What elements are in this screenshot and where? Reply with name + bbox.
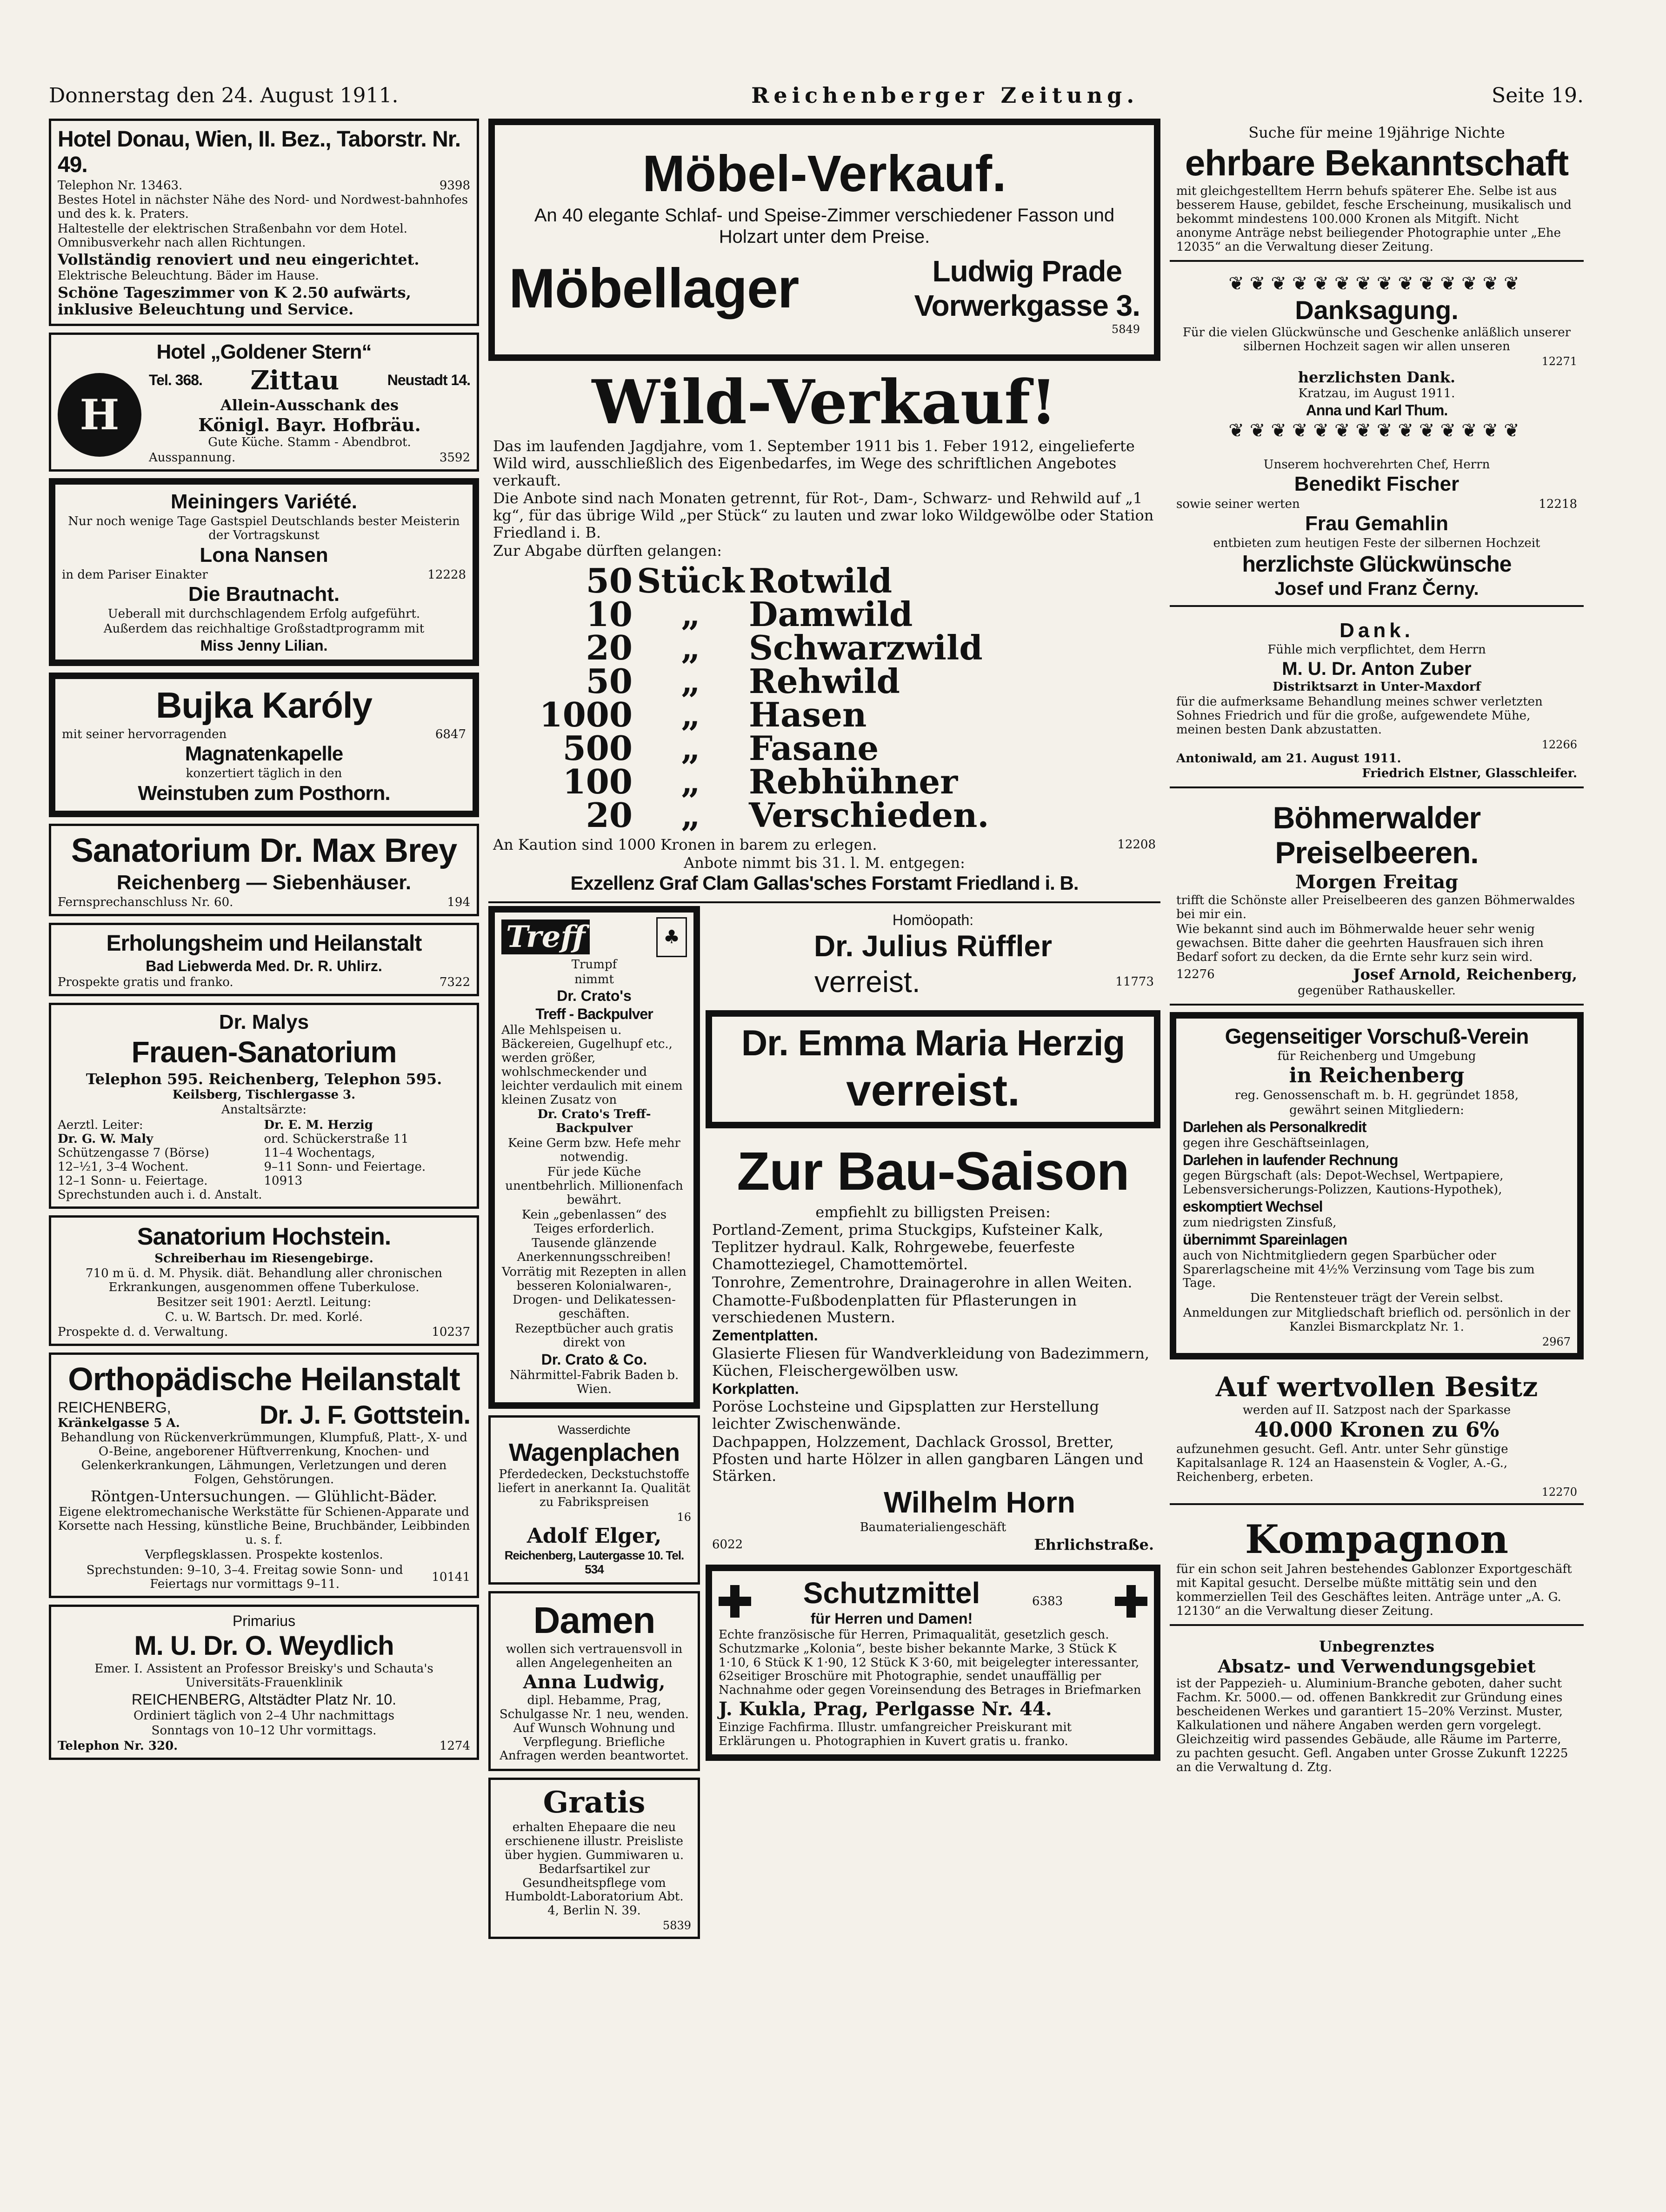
- game-count: 20: [586, 627, 633, 667]
- ad-text: Dr. Crato's Treff-Backpulver: [537, 1107, 651, 1136]
- ad-signature: Exzellenz Graf Clam Gallas'sches Forstamt Friedland i. B.: [570, 872, 1079, 894]
- ad-title: Absatz- und Verwendungsgebiet: [1218, 1655, 1536, 1677]
- ad-title: Auf wertvollen Besitz: [1215, 1371, 1538, 1403]
- ad-title: Gegenseitiger Vorschuß-Verein: [1225, 1024, 1529, 1048]
- ad-title: Schutzmittel: [803, 1576, 980, 1610]
- newspaper-page: [49, 74, 1584, 2186]
- ad-number: 12218: [1539, 497, 1577, 512]
- game-unit: Stück: [637, 560, 745, 600]
- column-right: [1170, 119, 1584, 1787]
- ad-text: wollen sich vertrauensvoll in allen Angelegenheiten an: [506, 1642, 683, 1671]
- ad-text: Besitzer seit 1901: Aerztl. Leitung:: [156, 1295, 372, 1309]
- ad-title: Dr. Malys: [219, 1011, 309, 1034]
- ad-title: Meiningers Variété.: [170, 490, 358, 513]
- ad-number: 12208: [1117, 837, 1156, 852]
- page-number: Seite 19.: [1492, 83, 1584, 107]
- ad-number: 7322: [439, 975, 470, 990]
- game-row: [493, 560, 1156, 600]
- wreath-ornament-icon: ❦❦❦❦❦❦❦❦❦❦❦❦❦❦: [1228, 420, 1525, 441]
- ad-text: Sonntags von 10–12 Uhr vormittags.: [151, 1723, 377, 1738]
- ad-text: Suche für meine 19jährige Nichte: [1248, 124, 1505, 141]
- ad-uhlirz: [49, 923, 479, 996]
- game-count: 1000: [539, 694, 633, 734]
- ad-text: Magnatenkapelle: [185, 742, 343, 766]
- ad-play: Die Brautnacht.: [188, 583, 340, 606]
- game-count: 10: [586, 594, 633, 634]
- ad-text: Unbegrenztes: [1319, 1637, 1435, 1655]
- ad-text: Aerztl. Leiter:: [58, 1118, 143, 1133]
- ad-text: dipl. Hebamme, Prag, Schulgasse Nr. 1 neu, wenden. Auf Wunsch Wohnung und Verpflegung. Briefliche Anfragen werden beantwortet.: [499, 1693, 689, 1763]
- ad-number: 6847: [435, 727, 466, 742]
- ad-damen: [488, 1591, 700, 1771]
- ad-text: Für jede Küche unentbehrlich. Millionenfach bewährt.: [505, 1165, 683, 1207]
- game-count: 50: [586, 560, 633, 600]
- ad-weydlich: [49, 1605, 479, 1760]
- ad-title: Dr. Emma Maria Herzig: [741, 1022, 1125, 1064]
- ad-text: Distriktsarzt in Unter-Maxdorf: [1273, 680, 1481, 694]
- game-kind: Verschieden.: [749, 795, 989, 835]
- ad-text: Schreiberhau im Riesengebirge.: [154, 1252, 373, 1266]
- game-kind: Rehwild: [749, 661, 900, 701]
- ad-text: Anmeldungen zur Mitgliedschaft brieflich od. persönlich in der Kanzlei Bismarckplatz Nr. 1.: [1183, 1306, 1571, 1334]
- ad-subtitle: Frauen-Sanatorium: [131, 1035, 397, 1069]
- ad-text: Pferdedecken, Deckstuchstoffe liefert in anerkannt Ia. Qualität zu Fabrikspreisen: [498, 1467, 691, 1509]
- ad-text: 12–½1, 3–4 Wochent.: [58, 1160, 189, 1174]
- ad-number: 1274: [439, 1739, 470, 1753]
- ad-text: gewährt seinen Mitgliedern:: [1289, 1103, 1464, 1117]
- ad-text: Anstaltsärzte:: [221, 1103, 307, 1117]
- game-count: 50: [586, 661, 633, 701]
- ad-number: 6383: [1032, 1594, 1063, 1609]
- ad-text: in dem Pariser Einakter: [62, 568, 208, 582]
- ad-text: Elektrische Beleuchtung. Bäder im Hause.: [58, 268, 319, 283]
- ad-meiningers: [49, 478, 479, 666]
- ad-company: Möbellager: [509, 257, 799, 320]
- ad-doctor: Dr. E. M. Herzig: [264, 1118, 373, 1133]
- ad-text: ist der Pappezieh- u. Aluminium-Branche geboten, daher sucht Fachm. Kr. 5000.— od. offenen Bankkredit zur Gründung eines bescheidenen Werkes und garantiert 15–20% Verzinst. Muster, Kalkulationen und nähere Angaben werden gern vorgelegt. Gleichzeitig wird passendes Gebäude, alle Räume im Parterre, zu pachten gesucht. Gefl. Angaben unter Grosse Zukunft 12225 an die Verwaltung d. Ztg.: [1176, 1677, 1568, 1774]
- game-unit: „: [681, 661, 700, 701]
- ad-title: Hotel „Goldener Stern“: [156, 340, 372, 364]
- ad-phone: Telephon Nr. 13463.: [58, 179, 183, 193]
- ad-text: Kratzau, im August 1911.: [1298, 386, 1455, 400]
- ad-text: werden auf II. Satzpost nach der Sparkasse: [1242, 1403, 1511, 1417]
- ad-text: Außerdem das reichhaltige Großstadtprogramm mit: [103, 621, 425, 636]
- ad-text: sowie seiner werten: [1176, 497, 1300, 512]
- ad-text: empfiehlt zu billigsten Preisen:: [815, 1203, 1051, 1221]
- ad-text: Rezeptbücher auch gratis direkt von: [515, 1321, 673, 1350]
- ad-performer: Lona Nansen: [200, 543, 328, 566]
- ad-title: Orthopädische Heilanstalt: [68, 1361, 460, 1398]
- game-row: [493, 694, 1156, 734]
- game-row: [493, 661, 1156, 701]
- ad-name: Benedikt Fischer: [1294, 473, 1459, 496]
- ad-number: 5839: [662, 1919, 691, 1932]
- ad-text: Kein „gebenlassen“ des Teiges erforderlich.: [521, 1207, 667, 1236]
- ad-text: Echte französische für Herren, Primaqualität, gesetzlich gesch. Schutzmarke „Kolonia“, beste bisher bekannte Marke, 3 Stück K 1·10, 6 Stück K 1·90, 12 Stück K 3·60, mit beigelegter interessanter, 62seitiger Broschüre mit Photographie, sendet unauffällig per Nachnahme oder gegen Voreinsendung des Betrages in Briefmarken: [719, 1627, 1141, 1698]
- ad-company: Josef Arnold, Reichenberg,: [1353, 965, 1577, 983]
- ad-text: Alle Mehlspeisen u. Bäckereien, Gugelhupf etc., werden größer, wohlschmeckender und leichter verdaulich mit einem kleinen Zusatz von: [501, 1023, 683, 1107]
- ad-absatzgebiet: [1170, 1632, 1584, 1780]
- ad-text: Nährmittel-Fabrik Baden b. Wien.: [509, 1368, 679, 1397]
- ad-text: Korkplatten.: [712, 1380, 799, 1397]
- game-unit: „: [681, 795, 700, 835]
- ad-text: Homöopath:: [892, 911, 974, 928]
- ad-text: gegen Bürgschaft (als: Depot-Wechsel, Wertpapiere, Lebensversicherungs-Polizzen, Kautions-Hypothek),: [1183, 1169, 1504, 1197]
- ad-phone: Tel. 368.: [149, 372, 202, 389]
- ad-bau-saison: [706, 1135, 1160, 1558]
- ad-title: Wild-Verkauf!: [592, 366, 1057, 438]
- ad-text: nimmt: [574, 972, 614, 986]
- ad-company: Wilhelm Horn: [884, 1486, 1075, 1519]
- ad-text: Gute Küche. Stamm - Abendbrot.: [208, 435, 411, 450]
- ad-text: Morgen Freitag: [1295, 871, 1459, 893]
- ad-besitz: [1170, 1366, 1584, 1505]
- ad-number: 12271: [1541, 355, 1577, 368]
- ad-text: Dr. Crato's: [557, 987, 632, 1005]
- ad-text: Tonrohre, Zementrohre, Drainagerohre in allen Weiten.: [712, 1273, 1133, 1291]
- ad-signature: Anna und Karl Thum.: [1306, 401, 1448, 419]
- ad-doctor: Dr. J. F. Gottstein.: [260, 1399, 470, 1429]
- ad-phone: Telephon Nr. 320.: [58, 1739, 178, 1753]
- ad-title: Böhmerwalder Preiselbeeren.: [1273, 800, 1481, 870]
- ad-text: Glasierte Fliesen für Wandverkleidung von Badezimmern, Küchen, Fleischergewölben usw.: [712, 1344, 1150, 1379]
- ad-text: Tausende glänzende Anerkennungsschreiben!: [517, 1236, 672, 1265]
- ad-city: REICHENBERG,: [58, 1399, 171, 1416]
- ad-title: M. U. Dr. O. Weydlich: [134, 1630, 394, 1661]
- ad-subtitle: für Herren und Damen!: [810, 1610, 973, 1627]
- column-left: [49, 119, 479, 1766]
- red-cross-icon: [1115, 1585, 1147, 1618]
- ad-text: Vorrätig mit Rezepten in allen besseren Kolonialwaren-, Drogen- und Delikatessen-geschäften.: [502, 1265, 686, 1321]
- ad-title: Wagenplachen: [508, 1439, 680, 1466]
- ad-text: Prospekte gratis und franko.: [58, 975, 233, 990]
- ad-text: Schützengasse 7 (Börse): [58, 1146, 209, 1160]
- game-unit: „: [681, 761, 700, 801]
- ad-text: verreist.: [814, 965, 920, 999]
- ad-text: Nur noch wenige Tage Gastspiel Deutschlands bester Meisterin der Vortragskunst: [68, 514, 460, 542]
- ad-text: Röntgen-Untersuchungen. — Glühlicht-Bäder.: [90, 1487, 438, 1505]
- game-unit: „: [681, 728, 700, 768]
- ad-number: 5849: [1111, 322, 1140, 336]
- newspaper-title: Reichenberger Zeitung.: [751, 83, 1139, 108]
- ad-number: 9398: [439, 179, 470, 193]
- red-cross-icon: [719, 1585, 751, 1618]
- ad-text: Allein-Ausschank des: [220, 396, 399, 414]
- column-middle: [488, 119, 1160, 1945]
- ad-address: Ehrlichstraße.: [1034, 1535, 1154, 1553]
- ad-name: M. U. Dr. Anton Zuber: [1282, 659, 1472, 680]
- ad-text: Telephon 595. Reichenberg, Telephon 595.: [86, 1070, 442, 1088]
- ad-text: Primarius: [232, 1612, 296, 1629]
- ad-service: Darlehen in laufender Rechnung: [1183, 1151, 1398, 1168]
- ad-text: Weinstuben zum Posthorn.: [138, 781, 390, 805]
- ad-address: REICHENBERG, Altstädter Platz Nr. 10.: [131, 1691, 397, 1708]
- game-row: [493, 795, 1156, 835]
- game-unit: „: [681, 694, 700, 734]
- ad-company: Adolf Elger,: [526, 1524, 662, 1548]
- ad-text: Prospekte d. d. Verwaltung.: [58, 1325, 228, 1339]
- ad-text: Verpflegsklassen. Prospekte kostenlos.: [145, 1548, 383, 1562]
- ad-amount: 40.000 Kronen zu 6%: [1254, 1418, 1499, 1442]
- ad-number: 10913: [264, 1174, 303, 1188]
- game-kind: Hasen: [749, 694, 867, 734]
- ad-text: ord. Schückerstraße 11: [264, 1132, 409, 1146]
- ad-company: Dr. Crato & Co.: [541, 1351, 647, 1368]
- ad-text: Sprechstunden auch i. d. Anstalt.: [58, 1188, 262, 1202]
- ad-text: Anbote nimmt bis 31. l. M. entgegen:: [684, 853, 965, 872]
- ad-danksagung: [1170, 268, 1584, 446]
- ad-number: 12266: [1541, 738, 1577, 751]
- game-unit: „: [681, 627, 700, 667]
- ad-text: C. u. W. Bartsch. Dr. med. Korlé.: [165, 1310, 363, 1324]
- ad-text: trifft die Schönste aller Preiselbeeren des ganzen Böhmerwaldes bei mir ein.: [1176, 893, 1575, 922]
- ad-text: 12–1 Sonn- u. Feiertage.: [58, 1174, 208, 1188]
- ad-address: Neustadt 14.: [387, 372, 470, 389]
- ad-text: Unserem hochverehrten Chef, Herrn: [1263, 457, 1490, 472]
- ad-service: eskomptiert Wechsel: [1183, 1198, 1323, 1215]
- ad-service: Darlehen als Personalkredit: [1183, 1118, 1366, 1135]
- ad-text: Das im laufenden Jagdjahre, vom 1. September 1911 bis 1. Feber 1912, eingelieferte Wild wird, ausschließlich des Eigenbedarfes, im Wege des schriftlichen Angebotes verkauft.: [493, 437, 1135, 489]
- ad-text: erhalten Ehepaare die neu erschienene illustr. Preisliste über hygien. Gummiwaren u. Bedarfsartikel zur Gesundheitspflege vom Humboldt-Laboratorium Abt. 4, Berlin N. 39.: [504, 1820, 684, 1918]
- ad-title: Möbel-Verkauf.: [642, 145, 1006, 202]
- ad-text: gegen ihre Geschäftseinlagen,: [1183, 1136, 1370, 1150]
- game-row: [493, 627, 1156, 667]
- game-row: [493, 594, 1156, 634]
- ad-text: für Reichenberg und Umgebung: [1277, 1049, 1476, 1063]
- game-kind: Rebhühner: [749, 761, 958, 801]
- ad-title: Damen: [533, 1599, 655, 1641]
- ad-company: J. Kukla, Prag, Perlgasse Nr. 44.: [719, 1698, 1052, 1720]
- ad-title: Erholungsheim und Heilanstalt: [106, 931, 422, 956]
- ad-text: auch von Nichtmitgliedern gegen Sparbücher oder Sparerlagscheine mit 4½% Verzinsung vom Tage bis zum Tage.: [1183, 1248, 1535, 1291]
- ad-text: herzlichsten Dank.: [1298, 368, 1456, 386]
- ad-address: Vorwerkgasse 3.: [914, 288, 1140, 322]
- ad-wagenplachen: [488, 1415, 700, 1585]
- ad-text: Antoniwald, am 21. August 1911.: [1176, 751, 1401, 766]
- ad-bekanntschaft: [1170, 119, 1584, 262]
- ad-hochstein: [49, 1215, 479, 1346]
- ad-text: Keine Germ bzw. Hefe mehr notwendig.: [508, 1136, 680, 1165]
- ad-text: für ein schon seit Jahren bestehendes Gablonzer Exportgeschäft mit Kapital gesucht. Derselbe müßte mittätig sein und den kommerziellen Teil des Geschäftes leiten. Anträge unter „A. G. 12130“ an die Verwaltung dieser Zeitung.: [1176, 1562, 1572, 1619]
- page-header: [49, 74, 1584, 116]
- ad-text: für die aufmerksame Behandlung meines schwer verletzten Sohnes Friedrich und für die große, aufgewendete Mühe, meinen besten Dank abzustatten.: [1176, 695, 1543, 737]
- ad-number: 2967: [1542, 1335, 1571, 1348]
- ad-text: Reichenberg — Siebenhäuser.: [116, 871, 412, 894]
- ad-number: 3592: [439, 451, 470, 465]
- ad-name: Frau Gemahlin: [1305, 512, 1449, 535]
- ad-text: Ordiniert täglich von 2–4 Uhr nachmittags: [133, 1708, 395, 1723]
- middle-left-stack: [488, 906, 700, 1946]
- wreath-ornament-icon: ❦❦❦❦❦❦❦❦❦❦❦❦❦❦: [1228, 273, 1525, 294]
- ad-number: 12270: [1541, 1485, 1577, 1499]
- ad-text: Eigene elektromechanische Werkstätte für Schienen-Apparate und Korsette nach Hessing, künstliche Beine, Bruchbänder, Leibbinden u. s. f.: [58, 1505, 470, 1547]
- ad-text: entbieten zum heutigen Feste der silbernen Hochzeit: [1213, 536, 1540, 550]
- ad-title: Kompagnon: [1245, 1516, 1509, 1562]
- ad-title: ehrbare Bekanntschaft: [1185, 142, 1569, 183]
- ad-text: mit seiner hervorragenden: [62, 727, 227, 742]
- ad-address: Reichenberg, Lautergasse 10. Tel. 534: [504, 1548, 684, 1577]
- ad-herzig: [706, 1010, 1160, 1128]
- ad-number: 12276: [1176, 967, 1215, 981]
- issue-date: Donnerstag den 24. August 1911.: [49, 83, 399, 107]
- ad-text: Schöne Tageszimmer von K 2.50 aufwärts, inklusive Beleuchtung und Service.: [58, 283, 411, 319]
- ad-text: aufzunehmen gesucht. Gefl. Antr. unter Sehr günstige Kapitalsanlage R. 124 an Haasenstein & Vogler, A.-G., Reichenberg, erbeten.: [1176, 1442, 1508, 1484]
- hofbraeu-crest-icon: H: [58, 373, 141, 457]
- game-list: [493, 560, 1156, 836]
- ad-address: gegenüber Rathauskeller.: [1298, 983, 1456, 998]
- ad-address: Kränkelgasse 5 A.: [58, 1416, 180, 1430]
- ad-city: Zittau: [250, 365, 340, 396]
- ad-hotel-stern: [49, 333, 479, 472]
- ad-text: An 40 elegante Schlaf- und Speise-Zimmer verschiedener Fasson und Holzart unter dem Preise.: [534, 205, 1115, 247]
- game-kind: Fasane: [749, 728, 879, 768]
- ad-text: Bad Liebwerda Med. Dr. R. Uhlirz.: [146, 957, 382, 974]
- ad-fischer: [1170, 453, 1584, 607]
- ad-text: Emer. I. Assistent an Professor Breisky's und Schauta's Universitäts-Frauenklinik: [94, 1662, 433, 1690]
- ad-sanatorium-brey: [49, 824, 479, 916]
- ad-text: Portland-Zement, prima Stuckgips, Kufsteiner Kalk, Teplitzer hydraul. Kalk, Rohrgewebe, feuerfeste Chamotteziegel, Chamottemörtel.: [712, 1221, 1104, 1273]
- game-count: 20: [586, 795, 633, 835]
- ad-text: verreist.: [846, 1065, 1020, 1115]
- ad-text: zum niedrigsten Zinsfuß,: [1183, 1215, 1337, 1230]
- ad-text: Baumaterialiengeschäft: [860, 1520, 1006, 1534]
- ad-number: 6022: [712, 1537, 743, 1552]
- ad-title: Sanatorium Hochstein.: [137, 1223, 391, 1251]
- ad-title: Bujka Karóly: [156, 685, 372, 726]
- game-unit: „: [681, 594, 700, 634]
- ad-star: Miss Jenny Lilian.: [200, 637, 328, 654]
- ad-treff-backpulver: [488, 906, 700, 1409]
- ad-text: Behandlung von Rückenverkrümmungen, Klumpfuß, Platt-, X- und O-Beine, angeborener Hüftverrenkung, Knochen- und Gelenkerkrankungen, Lähmungen, Verletzungen und deren Folgen, Gehstörungen.: [60, 1430, 467, 1486]
- ad-text: konzertiert täglich in den: [186, 766, 342, 780]
- ad-rueffler: [706, 906, 1160, 1004]
- treff-brand: Trumpf: [571, 957, 617, 972]
- ad-text: Ueberall mit durchschlagendem Erfolg aufgeführt.: [107, 606, 420, 621]
- ad-text: Zur Abgabe dürften gelangen:: [493, 541, 722, 560]
- divider: [488, 901, 1160, 903]
- ad-dank: [1170, 613, 1584, 788]
- ad-kompagnon: [1170, 1512, 1584, 1626]
- ad-text: reg. Genossenschaft m. b. H. gegründet 1858,: [1234, 1088, 1519, 1103]
- ad-service: übernimmt Spareinlagen: [1183, 1231, 1347, 1248]
- ad-text: Wie bekannt sind auch im Böhmerwalde heuer sehr wenig gewachsen. Bitte daher die geehrten Hausfrauen sich ihren Bedarf sofort zu decken, da die Ernte sehr kurz sein wird.: [1176, 922, 1544, 964]
- ad-text: Fernsprechanschluss Nr. 60.: [58, 895, 233, 910]
- ad-text: Wasserdichte: [558, 1423, 631, 1437]
- ad-number: 12228: [427, 568, 466, 582]
- ad-malys: [49, 1003, 479, 1209]
- ad-text: 9–11 Sonn- und Feiertage.: [264, 1160, 426, 1174]
- ad-vorschuss-verein: [1170, 1012, 1584, 1359]
- ad-number: 10141: [432, 1570, 470, 1584]
- ad-gottstein: [49, 1353, 479, 1598]
- game-kind: Rotwild: [749, 560, 893, 600]
- ad-doctor: Dr. G. W. Maly: [58, 1132, 153, 1146]
- ad-text: Bestes Hotel in nächster Nähe des Nord- und Nordwest-bahnhofes und des k. k. Praters.: [58, 193, 468, 221]
- game-kind: Damwild: [749, 594, 913, 634]
- ad-hotel-donau: [49, 119, 479, 326]
- ad-preiselbeeren: [1170, 795, 1584, 1006]
- ad-text: 710 m ü. d. M. Physik. diät. Behandlung aller chronischen Erkrankungen, ausgenommen offene Tuberkulose.: [86, 1266, 442, 1294]
- ad-text: An Kaution sind 1000 Kronen in barem zu erlegen.: [493, 835, 877, 853]
- ad-wild-verkauf: [488, 367, 1160, 895]
- ad-number: 16: [677, 1510, 691, 1524]
- ad-text: Ausspannung.: [149, 451, 236, 465]
- ad-title: Danksagung.: [1295, 295, 1459, 325]
- ad-text: Königl. Bayr. Hofbräu.: [198, 414, 421, 435]
- ad-title: Sanatorium Dr. Max Brey: [71, 832, 457, 870]
- ad-bujka: [49, 673, 479, 817]
- middle-right-stack: [706, 906, 1160, 1946]
- ad-text: mit gleichgestelltem Herrn behufs späterer Ehe. Selbe ist aus besserem Hause, gebildet, fesche Erscheinung, musikalisch und bekommt mindestens 100.000 Kronen als Mitgift. Nicht anonyme Anträge nebst beiliegender Photographie unter „Ehe 12035“ an die Verwaltung dieser Zeitung.: [1176, 184, 1572, 254]
- game-row: [493, 728, 1156, 768]
- ad-text: Für die vielen Glückwünsche und Geschenke anläßlich unserer silbernen Hochzeit sagen wir allen unseren: [1182, 326, 1571, 354]
- ad-number: 194: [447, 895, 470, 910]
- ad-greeting: herzlichste Glückwünsche: [1242, 552, 1512, 577]
- ad-moebel: [488, 119, 1160, 361]
- ad-signature: Josef und Franz Černy.: [1274, 578, 1479, 599]
- ad-title: Zur Bau-Saison: [737, 1141, 1129, 1202]
- treff-logo: Treff: [501, 919, 590, 954]
- ad-gratis: [488, 1778, 700, 1939]
- ad-name: Anna Ludwig,: [523, 1671, 666, 1693]
- game-count: 100: [562, 761, 633, 801]
- ad-text: Zementplatten.: [712, 1327, 818, 1344]
- ad-text: Fühle mich verpflichtet, dem Herrn: [1267, 643, 1486, 657]
- ad-text: Dachpappen, Holzzement, Dachlack Grossol, Bretter, Pfosten und harte Hölzer in allen gangbaren Längen und Stärken.: [712, 1432, 1144, 1485]
- game-count: 500: [562, 728, 633, 768]
- ad-text: Vollständig renoviert und neu eingerichtet.: [58, 250, 420, 268]
- ad-owner: Ludwig Prade: [932, 254, 1122, 288]
- game-row: [493, 761, 1156, 801]
- ad-text: in Reichenberg: [1289, 1064, 1465, 1088]
- ad-text: Keilsberg, Tischlergasse 3.: [172, 1088, 356, 1102]
- ad-title: Hotel Donau, Wien, II. Bez., Taborstr. Nr. 49.: [58, 127, 461, 178]
- ad-text: Einzige Fachfirma. Illustr. umfangreicher Preiskurant mit Erklärungen u. Photographien in Kuvert gratis u. franko.: [719, 1720, 1072, 1749]
- ad-title: Dank.: [1339, 619, 1414, 642]
- game-kind: Schwarzwild: [749, 627, 983, 667]
- ad-number: 11773: [1115, 975, 1154, 989]
- ad-text: Poröse Lochsteine und Gipsplatten zur Herstellung leichter Zwischenwände.: [712, 1398, 1100, 1433]
- ad-schutzmittel: [706, 1565, 1160, 1761]
- ad-signature: Friedrich Elstner, Glasschleifer.: [1362, 766, 1577, 780]
- ad-text: Haltestelle der elektrischen Straßenbahn vor dem Hotel. Omnibusverkehr nach allen Richtungen.: [58, 222, 407, 250]
- ad-text: Die Anbote sind nach Monaten getrennt, für Rot-, Dam-, Schwarz- und Rehwild auf „1 kg“, für das übrige Wild „per Stück“ zu lauten und zwar loko Wildgewölbe oder Station Friedland i. B.: [493, 489, 1154, 541]
- ad-title: Gratis: [543, 1785, 646, 1820]
- ad-text: Die Rentensteuer trägt der Verein selbst.: [1250, 1291, 1504, 1306]
- ad-number: 10237: [432, 1325, 470, 1339]
- ad-text: Sprechstunden: 9–10, 3–4. Freitag sowie Sonn- und Feiertags nur vormittags 9–11.: [86, 1563, 403, 1591]
- ad-text: Chamotte-Fußbodenplatten für Pflasterungen in verschiedenen Mustern.: [712, 1291, 1077, 1326]
- ad-text: Treff - Backpulver: [535, 1006, 653, 1023]
- playing-card-icon: ♣: [656, 917, 687, 957]
- ad-text: 11–4 Wochentags,: [264, 1146, 375, 1160]
- ad-title: Dr. Julius Rüffler: [813, 929, 1053, 963]
- middle-lower-area: [488, 906, 1160, 1946]
